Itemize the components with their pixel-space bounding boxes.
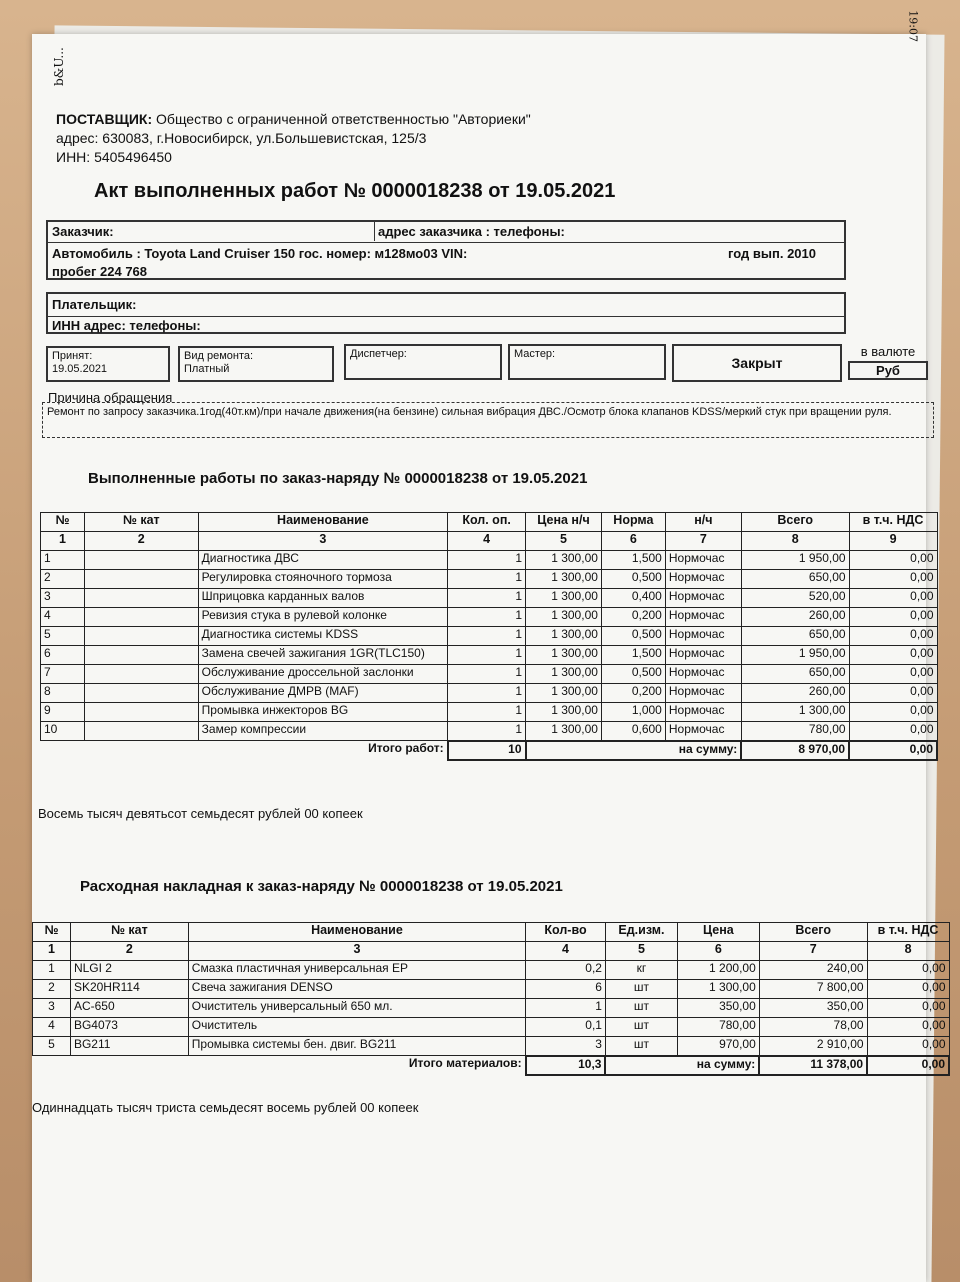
table-row	[41, 589, 938, 608]
work-unit: Нормочас	[665, 589, 741, 608]
work-total: 1 950,00	[741, 551, 849, 570]
payer-label: Плательщик:	[52, 297, 137, 312]
work-price: 1 300,00	[526, 722, 602, 741]
material-price: 780,00	[677, 1018, 759, 1037]
work-name: Диагностика системы KDSS	[198, 627, 448, 646]
work-cat	[84, 627, 198, 646]
work-norm: 0,400	[601, 589, 665, 608]
works-total-row	[41, 741, 938, 760]
work-norm: 0,500	[601, 665, 665, 684]
work-price: 1 300,00	[526, 627, 602, 646]
work-total: 260,00	[741, 608, 849, 627]
work-vat: 0,00	[849, 551, 937, 570]
currency-label: в валюте	[860, 344, 916, 359]
repair-type-box	[178, 346, 334, 382]
work-vat: 0,00	[849, 570, 937, 589]
materials-sum-label: на сумму:	[605, 1056, 759, 1075]
work-cat	[84, 684, 198, 703]
materials-total-label: Итого материалов:	[408, 1056, 522, 1070]
work-qty: 1	[448, 646, 526, 665]
works-sum-vat: 0,00	[849, 741, 937, 760]
reason-title: Причина обращения	[48, 390, 173, 405]
table-row	[41, 665, 938, 684]
materials-colnum: 4	[526, 942, 606, 961]
table-row	[41, 608, 938, 627]
works-header-unit: н/ч	[665, 513, 741, 532]
materials-total-qty: 10,3	[526, 1056, 606, 1075]
material-total: 2 910,00	[759, 1037, 867, 1056]
material-cat: BG4073	[70, 1018, 188, 1037]
work-n: 4	[41, 608, 85, 627]
materials-colnum: 7	[759, 942, 867, 961]
material-qty: 1	[526, 999, 606, 1018]
work-total: 780,00	[741, 722, 849, 741]
material-price: 970,00	[677, 1037, 759, 1056]
material-price: 350,00	[677, 999, 759, 1018]
material-qty: 0,1	[526, 1018, 606, 1037]
work-total: 650,00	[741, 665, 849, 684]
materials-colnum: 2	[70, 942, 188, 961]
work-norm: 0,500	[601, 627, 665, 646]
materials-header-qty: Кол-во	[526, 923, 606, 942]
payer-inn-line: ИНН адрес: телефоны:	[52, 318, 201, 333]
work-n: 10	[41, 722, 85, 741]
work-vat: 0,00	[849, 608, 937, 627]
act-title: Акт выполненных работ № 0000018238 от 19.05.2021	[94, 180, 616, 202]
work-name: Диагностика ДВС	[198, 551, 448, 570]
material-n: 1	[33, 961, 71, 980]
work-n: 5	[41, 627, 85, 646]
work-norm: 1,000	[601, 703, 665, 722]
works-total-label: Итого работ:	[368, 741, 444, 755]
dispatcher-box	[344, 344, 502, 380]
work-unit: Нормочас	[665, 627, 741, 646]
work-price: 1 300,00	[526, 589, 602, 608]
work-n: 8	[41, 684, 85, 703]
works-colnum: 6	[601, 532, 665, 551]
material-vat: 0,00	[867, 999, 949, 1018]
document-sheet	[32, 10, 946, 1282]
work-qty: 1	[448, 722, 526, 741]
materials-title: Расходная накладная к заказ-наряду № 0000018238 от 19.05.2021	[80, 878, 563, 895]
work-norm: 1,500	[601, 646, 665, 665]
work-qty: 1	[448, 608, 526, 627]
work-norm: 0,600	[601, 722, 665, 741]
work-total: 650,00	[741, 627, 849, 646]
material-price: 1 300,00	[677, 980, 759, 999]
dispatcher-label: Диспетчер:	[350, 348, 407, 360]
table-row	[33, 980, 950, 999]
work-vat: 0,00	[849, 703, 937, 722]
work-qty: 1	[448, 684, 526, 703]
payer-box	[46, 292, 846, 334]
table-row	[33, 961, 950, 980]
materials-total-row	[33, 1056, 950, 1075]
material-n: 3	[33, 999, 71, 1018]
works-header-cat: № кат	[84, 513, 198, 532]
work-vat: 0,00	[849, 589, 937, 608]
work-price: 1 300,00	[526, 646, 602, 665]
material-vat: 0,00	[867, 1037, 949, 1056]
work-name: Шприцовка карданных валов	[198, 589, 448, 608]
material-total: 240,00	[759, 961, 867, 980]
material-cat: NLGI 2	[70, 961, 188, 980]
material-qty: 0,2	[526, 961, 606, 980]
work-name: Замер компрессии	[198, 722, 448, 741]
work-unit: Нормочас	[665, 665, 741, 684]
material-name: Промывка системы бен. двиг. BG211	[188, 1037, 525, 1056]
works-header-norm: Норма	[601, 513, 665, 532]
materials-header-cat: № кат	[70, 923, 188, 942]
work-qty: 1	[448, 589, 526, 608]
table-row	[41, 722, 938, 741]
work-qty: 1	[448, 703, 526, 722]
material-total: 350,00	[759, 999, 867, 1018]
work-cat	[84, 608, 198, 627]
material-n: 4	[33, 1018, 71, 1037]
work-vat: 0,00	[849, 646, 937, 665]
materials-header-name: Наименование	[188, 923, 525, 942]
work-unit: Нормочас	[665, 646, 741, 665]
material-n: 5	[33, 1037, 71, 1056]
work-unit: Нормочас	[665, 722, 741, 741]
reason-box	[42, 402, 934, 438]
master-box	[508, 344, 666, 380]
repair-type-value: Платный	[184, 363, 230, 375]
work-name: Замена свечей зажигания 1GR(TLC150)	[198, 646, 448, 665]
materials-colnum: 5	[605, 942, 677, 961]
works-sum-label: на сумму:	[526, 741, 742, 760]
table-row	[33, 1037, 950, 1056]
work-qty: 1	[448, 665, 526, 684]
work-name: Обслуживание дроссельной заслонки	[198, 665, 448, 684]
works-colnum: 1	[41, 532, 85, 551]
customer-year: год вып. 2010	[728, 246, 816, 261]
table-row	[33, 999, 950, 1018]
work-price: 1 300,00	[526, 684, 602, 703]
materials-sum-vat: 0,00	[867, 1056, 949, 1075]
works-colnum: 5	[526, 532, 602, 551]
accepted-value: 19.05.2021	[52, 363, 108, 375]
materials-header-price: Цена	[677, 923, 759, 942]
work-vat: 0,00	[849, 684, 937, 703]
repair-type-label: Вид ремонта:	[184, 350, 254, 362]
works-in-words: Восемь тысяч девятьсот семьдесят рублей 00 копеек	[38, 806, 363, 821]
supplier-block	[56, 110, 531, 167]
work-price: 1 300,00	[526, 570, 602, 589]
materials-colnum: 8	[867, 942, 949, 961]
material-name: Очиститель универсальный 650 мл.	[188, 999, 525, 1018]
materials-colnum: 6	[677, 942, 759, 961]
material-unit: шт	[605, 1018, 677, 1037]
reason-text: Ремонт по запросу заказчика.1год(40т.км)/при начале движения(на бензине) сильная вибрация ДВС./Осмотр блока клапанов KDSS/меркий стук при вращении руля.	[47, 406, 892, 418]
material-total: 78,00	[759, 1018, 867, 1037]
work-n: 3	[41, 589, 85, 608]
work-n: 1	[41, 551, 85, 570]
supplier-address: адрес: 630083, г.Новосибирск, ул.Большевистская, 125/3	[56, 130, 427, 146]
work-norm: 1,500	[601, 551, 665, 570]
supplier-label: ПОСТАВЩИК:	[56, 111, 153, 127]
materials-header-unit: Ед.изм.	[605, 923, 677, 942]
material-price: 1 200,00	[677, 961, 759, 980]
material-unit: кг	[605, 961, 677, 980]
work-cat	[84, 646, 198, 665]
work-price: 1 300,00	[526, 703, 602, 722]
work-name: Регулировка стояночного тормоза	[198, 570, 448, 589]
work-name: Ревизия стука в рулевой колонке	[198, 608, 448, 627]
work-vat: 0,00	[849, 627, 937, 646]
materials-header-total: Всего	[759, 923, 867, 942]
materials-colnum: 1	[33, 942, 71, 961]
work-qty: 1	[448, 570, 526, 589]
material-unit: шт	[605, 980, 677, 999]
material-unit: шт	[605, 999, 677, 1018]
master-label: Мастер:	[514, 348, 556, 360]
material-name: Смазка пластичная универсальная EP	[188, 961, 525, 980]
material-vat: 0,00	[867, 961, 949, 980]
work-price: 1 300,00	[526, 608, 602, 627]
material-unit: шт	[605, 1037, 677, 1056]
materials-header-vat: в т.ч. НДС	[867, 923, 949, 942]
materials-in-words: Одиннадцать тысяч триста семьдесят восемь рублей 00 копеек	[32, 1100, 419, 1115]
works-colnum: 8	[741, 532, 849, 551]
currency-box	[848, 344, 928, 384]
material-n: 2	[33, 980, 71, 999]
table-row	[41, 703, 938, 722]
material-vat: 0,00	[867, 980, 949, 999]
works-header-total: Всего	[741, 513, 849, 532]
closed-status: Закрыт	[672, 344, 842, 382]
material-cat: AC-650	[70, 999, 188, 1018]
customer-box	[46, 220, 846, 280]
work-vat: 0,00	[849, 665, 937, 684]
materials-header-n: №	[33, 923, 71, 942]
works-colnum: 4	[448, 532, 526, 551]
accepted-box	[46, 346, 170, 382]
work-name: Промывка инжекторов BG	[198, 703, 448, 722]
table-row	[41, 684, 938, 703]
work-cat	[84, 551, 198, 570]
work-norm: 0,200	[601, 608, 665, 627]
material-cat: BG211	[70, 1037, 188, 1056]
material-vat: 0,00	[867, 1018, 949, 1037]
customer-car: Автомобиль : Toyota Land Cruiser 150 гос. номер: м128мо03 VIN:	[52, 246, 468, 261]
corner-mark-left: b&U...	[52, 47, 66, 86]
works-header-name: Наименование	[198, 513, 448, 532]
work-cat	[84, 703, 198, 722]
currency-value: Руб	[848, 361, 928, 380]
table-row	[33, 1018, 950, 1037]
accepted-label: Принят:	[52, 350, 93, 362]
material-name: Очиститель	[188, 1018, 525, 1037]
work-total: 1 950,00	[741, 646, 849, 665]
work-price: 1 300,00	[526, 551, 602, 570]
work-vat: 0,00	[849, 722, 937, 741]
material-total: 7 800,00	[759, 980, 867, 999]
customer-label: Заказчик:	[52, 224, 114, 239]
work-name: Обслуживание ДМРВ (MAF)	[198, 684, 448, 703]
works-header-vat: в т.ч. НДС	[849, 513, 937, 532]
works-sum-value: 8 970,00	[741, 741, 849, 760]
work-price: 1 300,00	[526, 665, 602, 684]
work-n: 7	[41, 665, 85, 684]
work-unit: Нормочас	[665, 570, 741, 589]
work-qty: 1	[448, 627, 526, 646]
work-cat	[84, 722, 198, 741]
supplier-inn: ИНН: 5405496450	[56, 149, 172, 165]
material-qty: 6	[526, 980, 606, 999]
works-table	[40, 512, 938, 761]
work-total: 650,00	[741, 570, 849, 589]
work-n: 2	[41, 570, 85, 589]
work-unit: Нормочас	[665, 684, 741, 703]
work-unit: Нормочас	[665, 551, 741, 570]
works-colnum: 7	[665, 532, 741, 551]
work-unit: Нормочас	[665, 608, 741, 627]
corner-mark-right: 19:07	[907, 10, 920, 42]
work-norm: 0,200	[601, 684, 665, 703]
works-colnum: 2	[84, 532, 198, 551]
work-n: 9	[41, 703, 85, 722]
work-cat	[84, 570, 198, 589]
work-cat	[84, 589, 198, 608]
materials-sum-value: 11 378,00	[759, 1056, 867, 1075]
works-header-price: Цена н/ч	[526, 513, 602, 532]
material-name: Свеча зажигания DENSO	[188, 980, 525, 999]
supplier-name: Общество с ограниченной ответственностью "Авториеки"	[156, 111, 531, 127]
work-n: 6	[41, 646, 85, 665]
works-title: Выполненные работы по заказ-наряду № 0000018238 от 19.05.2021	[88, 470, 588, 487]
materials-table	[32, 922, 950, 1076]
works-header-n: №	[41, 513, 85, 532]
works-header-qty: Кол. оп.	[448, 513, 526, 532]
work-total: 520,00	[741, 589, 849, 608]
work-norm: 0,500	[601, 570, 665, 589]
work-total: 260,00	[741, 684, 849, 703]
works-colnum: 3	[198, 532, 448, 551]
work-total: 1 300,00	[741, 703, 849, 722]
work-cat	[84, 665, 198, 684]
table-row	[41, 646, 938, 665]
table-row	[41, 627, 938, 646]
works-total-qty: 10	[448, 741, 526, 760]
table-row	[41, 551, 938, 570]
works-colnum: 9	[849, 532, 937, 551]
material-qty: 3	[526, 1037, 606, 1056]
work-unit: Нормочас	[665, 703, 741, 722]
table-row	[41, 570, 938, 589]
customer-address-phones: адрес заказчика : телефоны:	[378, 224, 565, 239]
customer-mileage: пробег 224 768	[52, 264, 148, 279]
material-cat: SK20HR114	[70, 980, 188, 999]
work-qty: 1	[448, 551, 526, 570]
materials-colnum: 3	[188, 942, 525, 961]
